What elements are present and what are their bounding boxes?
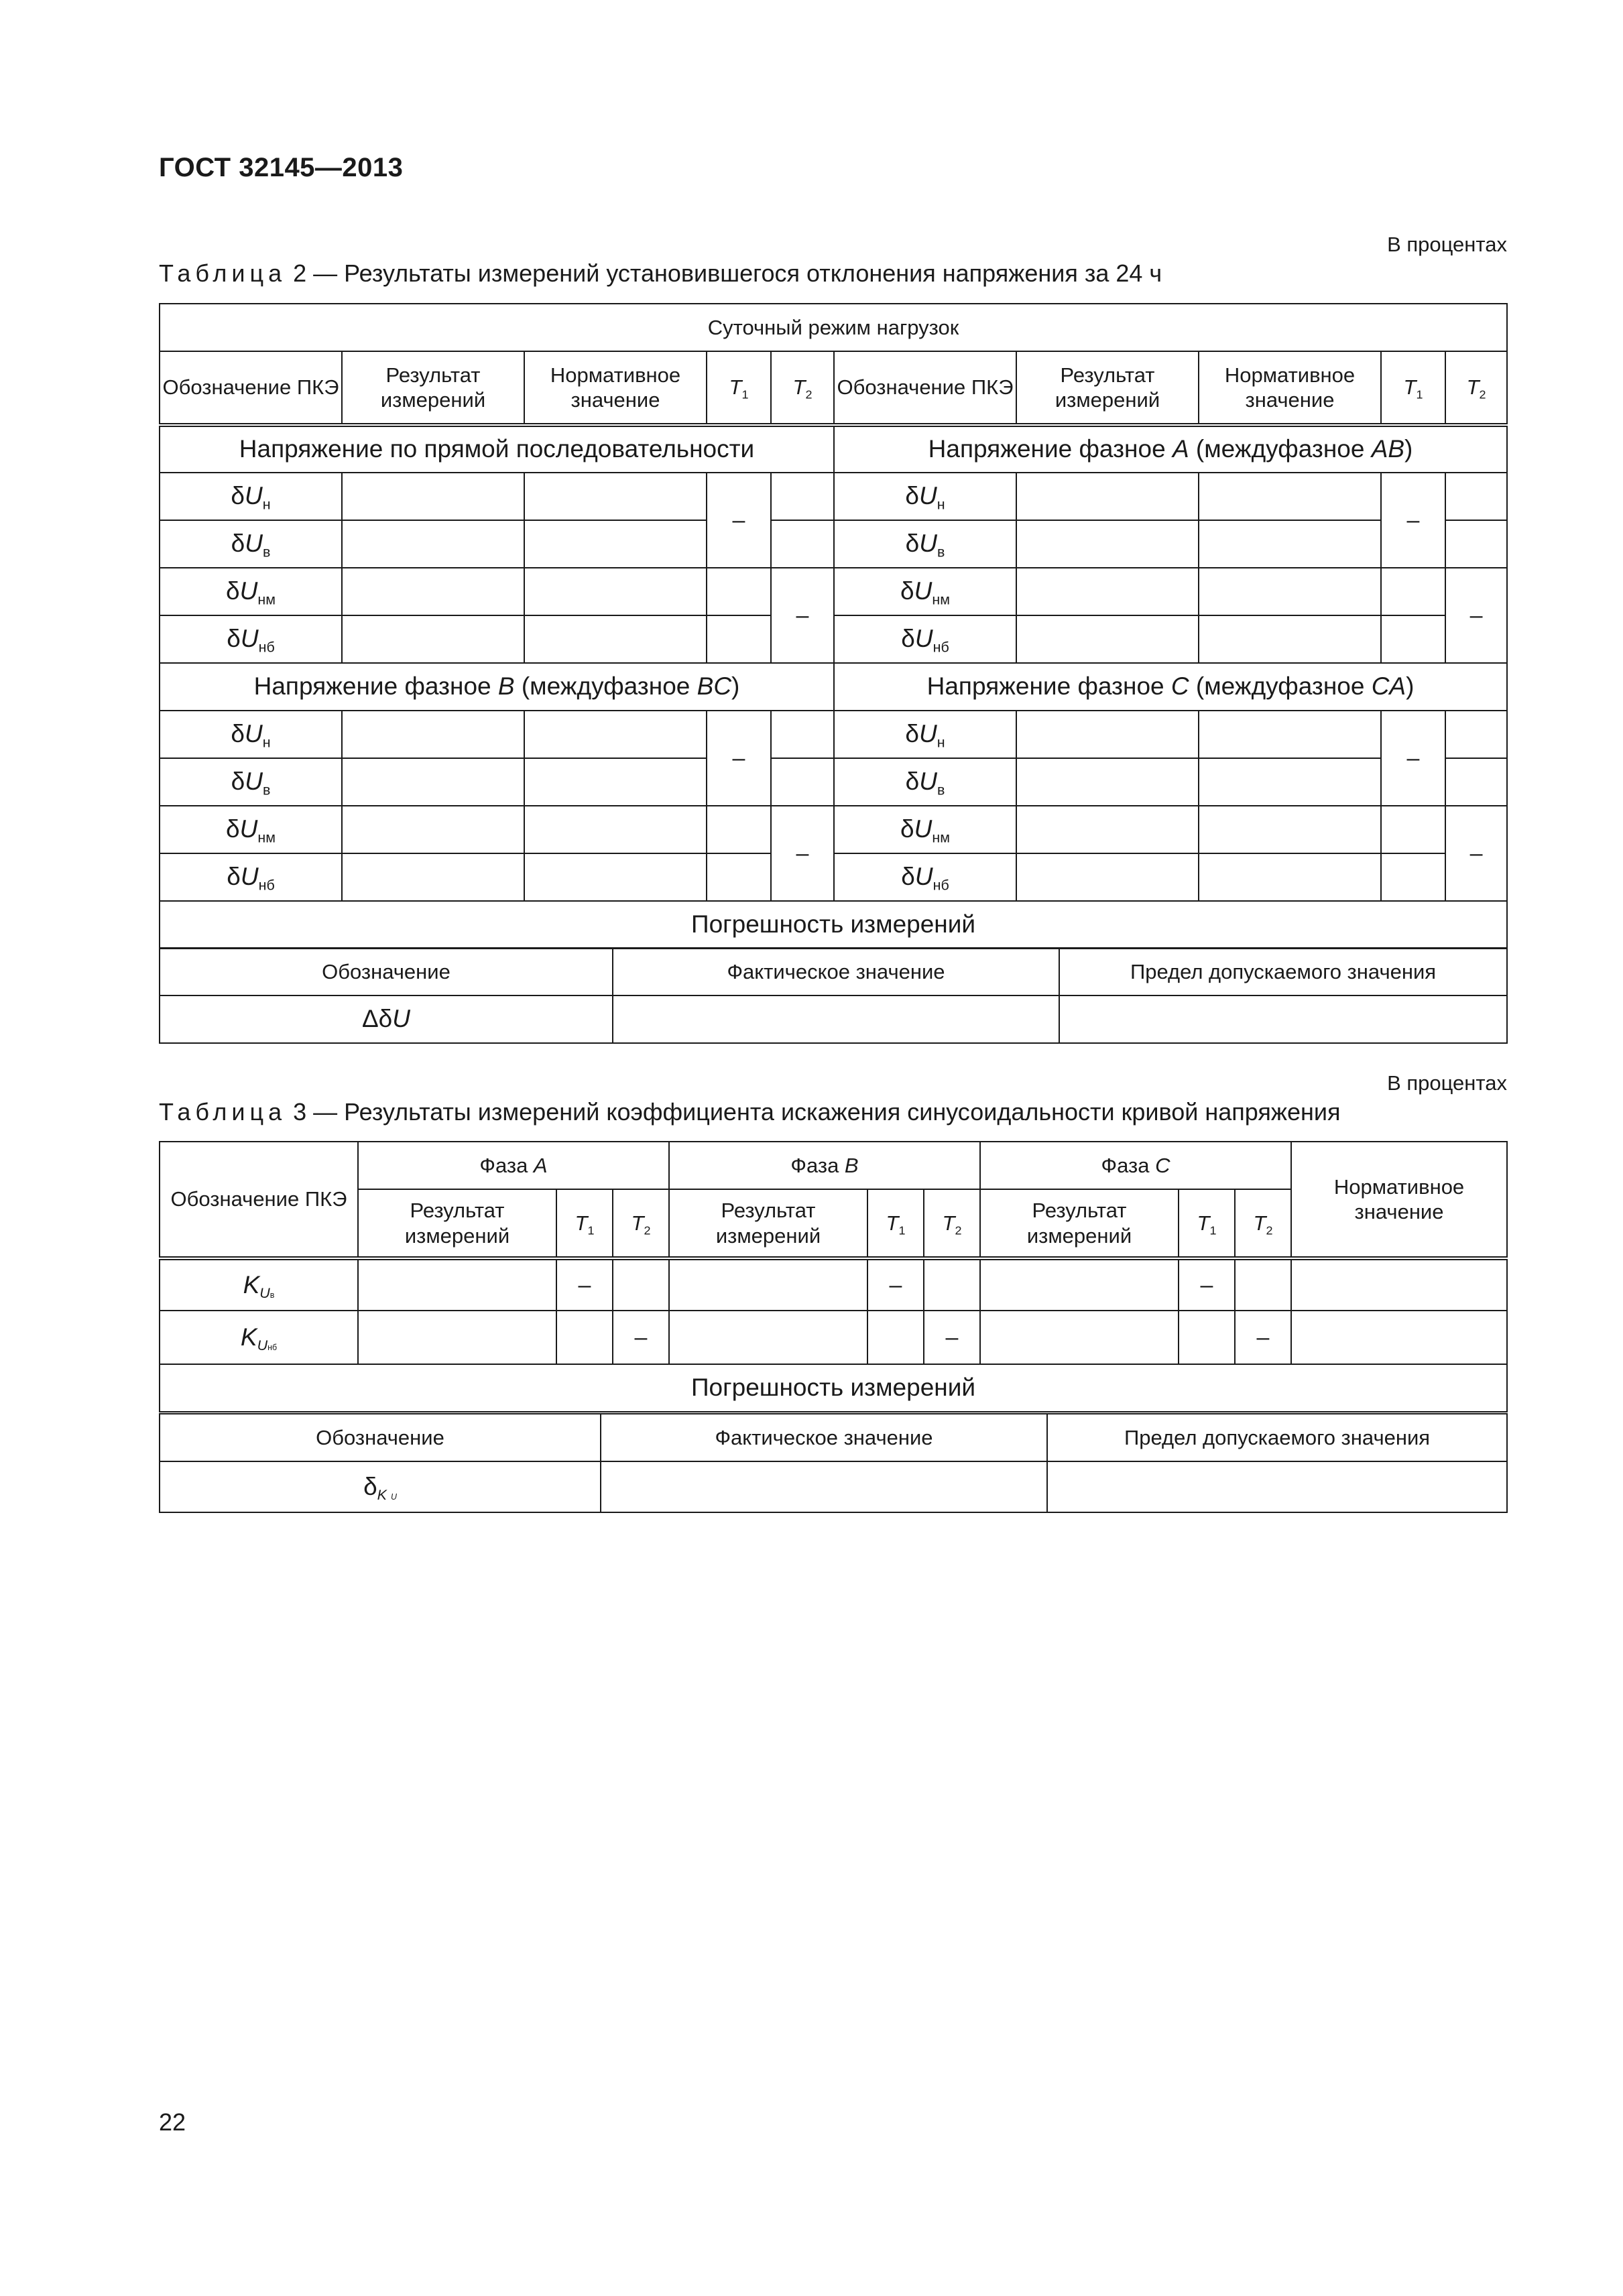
header-phase-b: Фаза B: [669, 1142, 980, 1189]
cell-t1: [1179, 1311, 1235, 1364]
cell-normative: [1199, 806, 1381, 853]
page-number: 22: [159, 2108, 186, 2136]
cell-dash: –: [1445, 568, 1507, 663]
cell-result: [358, 1258, 556, 1311]
header-result: Результат измерений: [669, 1189, 867, 1258]
symbol-delta-du: ΔδU: [160, 995, 613, 1043]
cell-dash: –: [1445, 806, 1507, 901]
error-header-designation: Обозначение: [160, 948, 613, 995]
cell-dash: –: [1179, 1258, 1235, 1311]
cell-result: [1016, 568, 1199, 615]
cell-result: [669, 1311, 867, 1364]
cell-dash: –: [924, 1311, 980, 1364]
symbol-ku-nb: $K_{Uнб}$: [160, 1311, 358, 1364]
cell-normative: [524, 711, 707, 758]
cell-t2: [1235, 1258, 1291, 1311]
cell-result: [1016, 853, 1199, 901]
error-header-limit: Предел допускаемого значения: [1059, 948, 1507, 995]
cell-t2: [613, 1258, 669, 1311]
cell-normative: [524, 758, 707, 806]
header-t1: $T_1$: [867, 1189, 924, 1258]
table-row: [160, 1311, 1507, 1364]
header-designation: Обозначение ПКЭ: [834, 351, 1016, 425]
cell-dash: –: [1381, 473, 1445, 568]
table3-caption-word: Таблица: [159, 1098, 287, 1126]
header-t2: $T_2$: [924, 1189, 980, 1258]
cell-result: [342, 758, 524, 806]
cell-t2: [924, 1258, 980, 1311]
table3-unit-note: В процентах: [1387, 1071, 1507, 1095]
cell-result: [342, 853, 524, 901]
section-phase-c: Напряжение фазное C (междуфазное CA): [834, 663, 1507, 711]
header-t2: $T_2$: [1445, 351, 1507, 425]
cell-normative: [1199, 568, 1381, 615]
header-t1: $T_1$: [1381, 351, 1445, 425]
table-row: [160, 806, 1507, 853]
cell-normative: [1199, 711, 1381, 758]
table2: [159, 303, 1508, 949]
symbol-ku-v: $K_{Uв}$: [160, 1258, 358, 1311]
cell-normative: [1199, 758, 1381, 806]
header-result: Результат измерений: [1016, 351, 1199, 425]
symbol-du-n: $\delta U_н$: [834, 711, 1016, 758]
symbol-du-nb: $\delta U_{нб}$: [834, 615, 1016, 663]
table2-mode-header: Суточный режим нагрузок: [160, 304, 1507, 351]
cell-normative: [1199, 615, 1381, 663]
header-t1: $T_1$: [707, 351, 771, 425]
symbol-du-n: $\delta U_н$: [834, 473, 1016, 520]
document-header: ГОСТ 32145—2013: [159, 153, 404, 182]
symbol-du-nb: $\delta U_{нб}$: [160, 615, 342, 663]
symbol-du-v: $\delta U_в$: [160, 758, 342, 806]
table-row: [160, 568, 1507, 615]
cell-result: [342, 568, 524, 615]
header-normative: Нормативное значение: [524, 351, 707, 425]
symbol-delta-ku: $\delta_{K U}$: [160, 1461, 601, 1512]
cell-result: [980, 1311, 1179, 1364]
cell-limit: [1059, 995, 1507, 1043]
symbol-du-nb: $\delta U_{нб}$: [834, 853, 1016, 901]
cell-t2: [771, 711, 834, 758]
cell-normative: [1291, 1258, 1507, 1311]
cell-t1: [1381, 806, 1445, 853]
header-result: Результат измерений: [342, 351, 524, 425]
cell-result: [342, 520, 524, 568]
cell-dash: –: [613, 1311, 669, 1364]
cell-result: [1016, 473, 1199, 520]
cell-t2: [1445, 473, 1507, 520]
cell-dash: –: [771, 568, 834, 663]
cell-t2: [1445, 711, 1507, 758]
cell-dash: –: [707, 473, 771, 568]
cell-t2: [1445, 758, 1507, 806]
error-header-limit: Предел допускаемого значения: [1047, 1414, 1507, 1461]
table2-error-title: Погрешность измерений: [160, 901, 1507, 949]
cell-t1: [1381, 615, 1445, 663]
cell-result: [980, 1258, 1179, 1311]
table3-error-title: Погрешность измерений: [160, 1364, 1507, 1412]
cell-dash: –: [867, 1258, 924, 1311]
cell-t2: [771, 520, 834, 568]
cell-t1: [867, 1311, 924, 1364]
cell-t1: [556, 1311, 613, 1364]
table-row: [160, 520, 1507, 568]
table2-error-table: [159, 947, 1508, 1044]
cell-normative: [524, 853, 707, 901]
cell-t2: [1445, 520, 1507, 568]
header-phase-c: Фаза C: [980, 1142, 1291, 1189]
cell-t1: [707, 853, 771, 901]
table2-caption: [159, 259, 1162, 288]
cell-result: [342, 711, 524, 758]
error-header-row: [160, 1414, 1507, 1461]
header-result: Результат измерений: [980, 1189, 1179, 1258]
symbol-du-n: $\delta U_н$: [160, 473, 342, 520]
symbol-du-v: $\delta U_в$: [834, 520, 1016, 568]
cell-result: [342, 806, 524, 853]
cell-dash: –: [556, 1258, 613, 1311]
header-phase-a: Фаза A: [358, 1142, 669, 1189]
table-row: [160, 758, 1507, 806]
cell-t2: [771, 473, 834, 520]
header-t2: $T_2$: [1235, 1189, 1291, 1258]
cell-normative: [524, 806, 707, 853]
cell-normative: [1199, 473, 1381, 520]
cell-dash: –: [1381, 711, 1445, 806]
error-header-row: [160, 948, 1507, 995]
cell-result: [1016, 806, 1199, 853]
header-normative: Нормативное значение: [1291, 1142, 1507, 1258]
cell-result: [1016, 711, 1199, 758]
symbol-du-v: $\delta U_в$: [834, 758, 1016, 806]
header-designation: Обозначение ПКЭ: [160, 1142, 358, 1258]
table-row: [160, 1258, 1507, 1311]
cell-normative: [524, 520, 707, 568]
cell-limit: [1047, 1461, 1507, 1512]
cell-result: [342, 473, 524, 520]
table-row: [160, 1461, 1507, 1512]
table-row: [160, 615, 1507, 663]
table3-caption: [159, 1098, 1340, 1126]
header-t1: $T_1$: [1179, 1189, 1235, 1258]
cell-dash: –: [707, 711, 771, 806]
error-header-actual: Фактическое значение: [613, 948, 1059, 995]
table2-caption-word: Таблица: [159, 259, 287, 287]
table-row: [160, 473, 1507, 520]
table2-caption-text: 2 — Результаты измерений установившегося отклонения напряжения за 24 ч: [286, 259, 1162, 287]
symbol-du-n: $\delta U_н$: [160, 711, 342, 758]
symbol-du-nm: $\delta U_{нм}$: [160, 568, 342, 615]
error-header-actual: Фактическое значение: [601, 1414, 1047, 1461]
table-row: [160, 853, 1507, 901]
cell-t2: [771, 758, 834, 806]
cell-result: [1016, 520, 1199, 568]
table3: [159, 1141, 1508, 1412]
cell-t1: [1381, 853, 1445, 901]
error-header-designation: Обозначение: [160, 1414, 601, 1461]
header-t2: $T_2$: [771, 351, 834, 425]
table2-unit-note: В процентах: [1387, 233, 1507, 256]
cell-result: [342, 615, 524, 663]
header-t1: $T_1$: [556, 1189, 613, 1258]
cell-normative: [524, 615, 707, 663]
header-normative: Нормативное значение: [1199, 351, 1381, 425]
cell-t1: [707, 568, 771, 615]
cell-result: [358, 1311, 556, 1364]
header-t2: $T_2$: [613, 1189, 669, 1258]
cell-actual: [601, 1461, 1047, 1512]
cell-result: [1016, 615, 1199, 663]
cell-t1: [1381, 568, 1445, 615]
cell-t1: [707, 615, 771, 663]
cell-normative: [1199, 853, 1381, 901]
cell-normative: [524, 473, 707, 520]
cell-result: [669, 1258, 867, 1311]
symbol-du-nb: $\delta U_{нб}$: [160, 853, 342, 901]
table3-caption-text: 3 — Результаты измерений коэффициента искажения синусоидальности кривой напряжения: [286, 1098, 1341, 1126]
cell-normative: [524, 568, 707, 615]
cell-dash: –: [1235, 1311, 1291, 1364]
section-phase-a: Напряжение фазное A (междуфазное AB): [834, 425, 1507, 473]
cell-result: [1016, 758, 1199, 806]
symbol-du-nm: $\delta U_{нм}$: [834, 806, 1016, 853]
header-designation: Обозначение ПКЭ: [160, 351, 342, 425]
symbol-du-v: $\delta U_в$: [160, 520, 342, 568]
cell-normative: [1291, 1311, 1507, 1364]
cell-dash: –: [771, 806, 834, 901]
table-row: [160, 711, 1507, 758]
section-positive-sequence: Напряжение по прямой последовательности: [160, 425, 834, 473]
header-result: Результат измерений: [358, 1189, 556, 1258]
symbol-du-nm: $\delta U_{нм}$: [834, 568, 1016, 615]
cell-actual: [613, 995, 1059, 1043]
table2-column-headers: [160, 351, 1507, 425]
cell-normative: [1199, 520, 1381, 568]
table3-error-table: [159, 1413, 1508, 1513]
section-phase-b: Напряжение фазное B (междуфазное BC): [160, 663, 834, 711]
table-row: [160, 995, 1507, 1043]
symbol-du-nm: $\delta U_{нм}$: [160, 806, 342, 853]
cell-t1: [707, 806, 771, 853]
